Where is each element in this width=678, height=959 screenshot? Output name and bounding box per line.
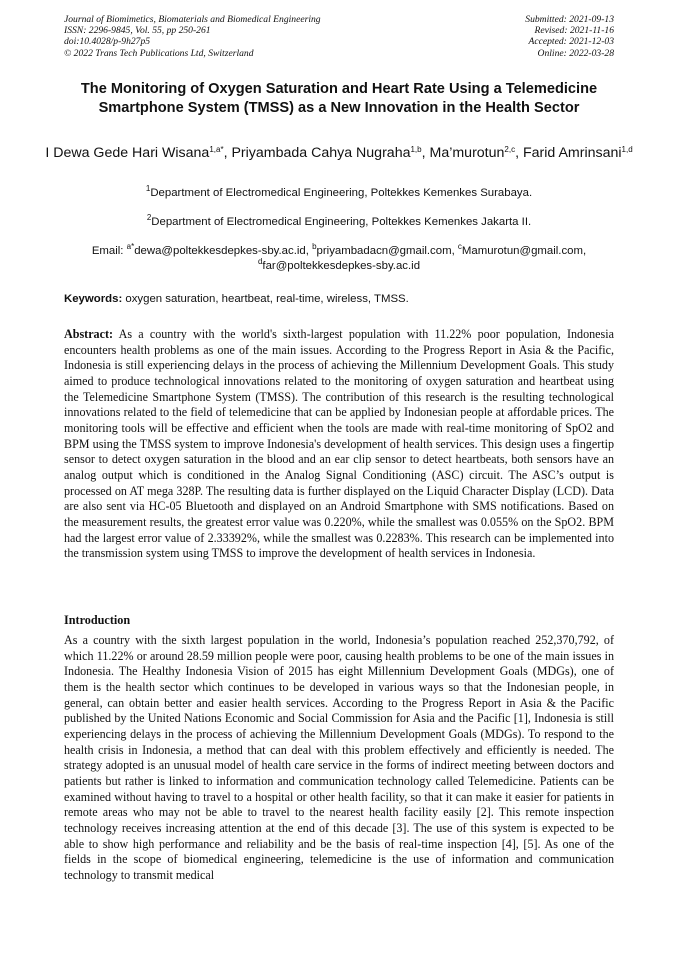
email-address[interactable]: far@poltekkesdepkes-sby.ac.id — [262, 259, 421, 272]
keywords-label: Keywords: — [64, 293, 123, 305]
keywords — [64, 292, 616, 306]
date-accepted: Accepted: 2021-12-03 — [528, 36, 614, 48]
email-mark: c — [457, 242, 462, 251]
email-separator: , — [451, 245, 458, 257]
email-label: Email: — [91, 245, 127, 257]
affiliation-text: Department of Electromedical Engineering, Poltekkes Kemenkes Jakarta II. — [151, 216, 532, 228]
author-affiliation-mark: 1,a* — [209, 145, 224, 154]
author-affiliation-mark: 2,c — [504, 145, 516, 154]
journal-header-left — [64, 14, 321, 59]
paper-title: The Monitoring of Oxygen Saturation and Heart Rate Using a Telemedicine Smartphone System (TMSS) as a New Innovation in the Health Sector — [80, 81, 598, 116]
author-separator: , — [421, 145, 430, 161]
date-submitted: Submitted: 2021-09-13 — [525, 14, 614, 25]
email-address[interactable]: Mamurotun@gmail.com — [461, 245, 583, 257]
journal-doi[interactable]: doi:10.4028/p-9h27p5 — [64, 36, 151, 48]
email-address[interactable]: dewa@poltekkesdepkes-sby.ac.id — [134, 245, 306, 257]
affiliation-text: Department of Electromedical Engineering, Poltekkes Kemenkes Surabaya. — [150, 187, 533, 199]
author-list — [40, 144, 638, 164]
author-separator: , — [515, 145, 523, 161]
affiliation-mark: 2 — [146, 213, 152, 222]
introduction-heading: Introduction — [64, 613, 131, 627]
affiliation-2 — [40, 215, 638, 229]
author-name: Farid Amrinsani — [522, 145, 622, 161]
email-mark: a* — [126, 242, 135, 251]
author-separator: , — [223, 145, 232, 161]
journal-copyright: © 2022 Trans Tech Publications Ltd, Switzerland — [64, 47, 254, 59]
author-name: Priyambada Cahya Nugraha — [231, 145, 411, 161]
journal-header-right — [525, 14, 614, 59]
email-separator: , — [582, 245, 587, 257]
journal-name: Journal of Biomimetics, Biomaterials and Biomedical Engineering — [64, 14, 321, 25]
abstract — [64, 327, 614, 562]
author-affiliation-mark: 1,d — [621, 145, 633, 154]
email-list — [40, 244, 638, 273]
affiliation-mark: 1 — [145, 184, 151, 193]
affiliation-1 — [40, 186, 638, 200]
author-name: I Dewa Gede Hari Wisana — [45, 145, 210, 161]
introduction-text: As a country with the sixth largest population in the world, Indonesia’s population reached 252,370,792, of which 11.22% or around 28.59 million people were poor, causing health problems to be one of the main issues in Indonesia. The Healthy Indonesia Vision of 2015 has eight Millennium Development Goals (MDGs), one of them is the health sector which continues to be developed in various ways so that the Indonesian people, in general, can obtain better and easier health services. According to the Progress Report in Asia & the Pacific published by the United Nations Economic and Social Commission for Asia and the Pacific [1], Indonesia is still experiencing delays in the process of achieving the Millennium Development Goals (MDGs). To respond to the health crisis in Indonesia, a method that can deal with this problem effectively and efficiently is needed. The strategy adopted is an unusual model of health care service in the forms of indirect meeting between doctors and patients but rather is linked to information and communication technology called Telemedicine. Patients can be examined without having to travel to a hospital or other health facility, so that it can make it easier for patients in remote areas who may not be able to travel to the nearest health facility easily [2]. This remote inspection technology receives increasing attention at the end of this decade [3]. The use of this system is expected to be able to show high performance and reliability and be the basis of real-time inspection [4], [5]. As one of the fields in the scope of biomedical engineering, telemedicine is the use of information and communication technology to transmit medical — [64, 633, 614, 882]
author-affiliation-mark: 1,b — [410, 145, 422, 154]
author-name: Ma’murotun — [429, 145, 505, 161]
abstract-label: Abstract: — [64, 327, 114, 341]
date-online: Online: 2022-03-28 — [537, 47, 614, 59]
abstract-text: As a country with the world's sixth-largest population with 11.22% poor population, Indonesia encounters health problems as one of the main issues. According to the Progress Report in Asia & the Pacific, Indonesia is still experiencing delays in the process of achieving the Millennium Development Goals. This study aimed to produce technological innovations related to the monitoring of oxygen saturation and heartbeat using the Telemedicine Smartphone System (TMSS). The contribution of this research is the resulting technological innovations related to the field of telemedicine that can be applied by Indonesian people at affordable prices. The monitoring tools will be effective and efficient when the tools are made with real-time monitoring of SpO2 and BPM using the TMSS system to improve Indonesia's development of health services. This design uses a fingertip sensor to detect oxygen saturation in the blood and an ear clip sensor to detect heartbeats, both sensors have an analog output which is conditioned in the Analog Signal Conditioning (ASC) circuit. The ASC’s output is processed on AT mega 328P. The resulting data is further displayed on the Liquid Character Display (LCD). Data are also sent via HC-05 Bluetooth and displayed on an Android Smartphone with SMS notifications. Based on the measurement results, the greatest error value was 0.220%, while the smallest was 0.055% on the SpO2. BPM had the largest error value of 2.33392%, while the smallest was 0.2283%. This research can be implemented into the transmission system using TMSS to improve the development of health services in Indonesia. — [64, 327, 614, 561]
journal-issn: ISSN: 2296-9845, Vol. 55, pp 250-261 — [64, 25, 211, 37]
keywords-text: oxygen saturation, heartbeat, real-time, wireless, TMSS. — [122, 293, 409, 305]
email-address[interactable]: priyambadacn@gmail.com — [316, 245, 452, 257]
email-mark: d — [257, 256, 263, 266]
email-mark: b — [312, 242, 317, 251]
date-revised: Revised: 2021-11-16 — [534, 25, 614, 37]
email-separator: , — [305, 245, 313, 257]
